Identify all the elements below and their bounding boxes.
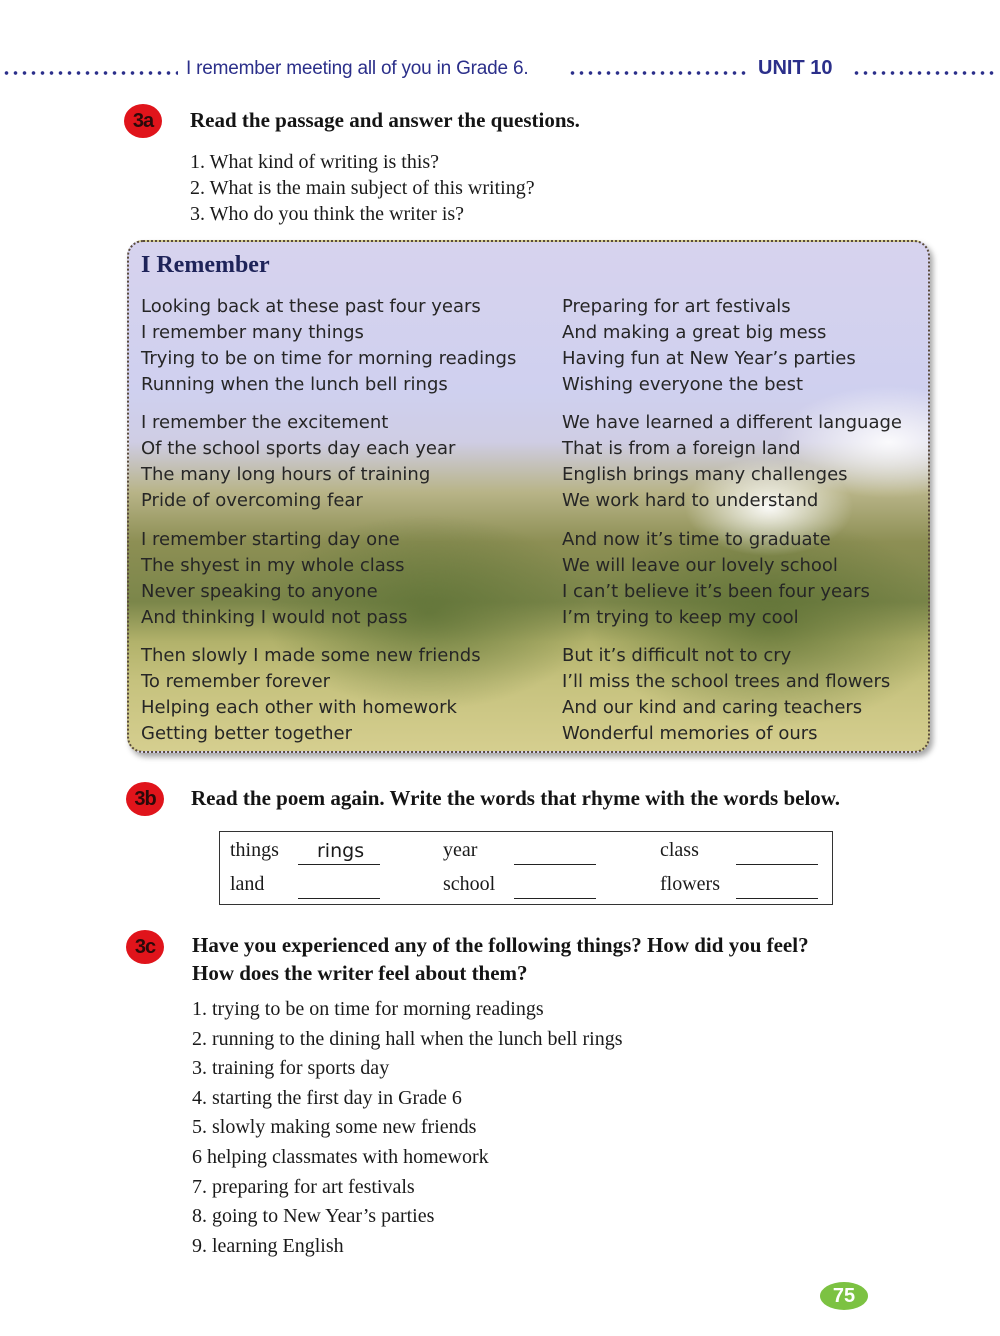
- badge-3c: 3c: [126, 930, 164, 964]
- poem-line: Having fun at New Year’s parties: [562, 348, 856, 369]
- experience-list: [192, 995, 623, 1261]
- answer-blank[interactable]: [736, 872, 818, 899]
- poem-panel: [127, 240, 930, 753]
- poem-line: We have learned a different language: [562, 412, 902, 433]
- poem-line: I can’t believe it’s been four years: [562, 581, 870, 602]
- badge-3a: 3a: [124, 104, 162, 138]
- poem-stanza-right-2: [562, 410, 902, 514]
- poem-line: Then slowly I made some new friends: [141, 645, 481, 666]
- poem-stanza-right-1: [562, 294, 856, 398]
- rhyme-word: year: [443, 839, 478, 861]
- header-title: I remember meeting all of you in Grade 6.: [186, 58, 529, 79]
- list-item: 8. going to New Year’s parties: [192, 1205, 435, 1228]
- answer-blank[interactable]: [514, 838, 596, 865]
- rhyme-word: things: [230, 839, 279, 861]
- unit-label: UNIT 10: [758, 57, 833, 79]
- question-item: 3. Who do you think the writer is?: [190, 203, 465, 225]
- page-number: 75: [820, 1282, 868, 1310]
- poem-line: Trying to be on time for morning readings: [141, 348, 517, 369]
- poem-line: Looking back at these past four years: [141, 296, 481, 317]
- poem-line: To remember forever: [141, 671, 331, 692]
- list-item: 1. trying to be on time for morning readings: [192, 998, 544, 1020]
- poem-line: Preparing for art festivals: [562, 296, 791, 317]
- poem-line: That is from a foreign land: [562, 438, 801, 459]
- answer-blank[interactable]: [736, 838, 818, 865]
- list-item: 2. running to the dining hall when the lunch bell rings: [192, 1027, 623, 1050]
- poem-line: I’ll miss the school trees and flowers: [562, 671, 891, 692]
- poem-line: And thinking I would not pass: [141, 607, 408, 628]
- list-item: 9. learning English: [192, 1234, 344, 1257]
- poem-line: But it’s difficult not to cry: [562, 645, 792, 666]
- instruction-3c-line1: Have you experienced any of the following things? How did you feel?: [192, 933, 809, 957]
- list-item: 5. slowly making some new friends: [192, 1116, 477, 1139]
- list-item: 4. starting the first day in Grade 6: [192, 1086, 462, 1109]
- list-item: 7. preparing for art festivals: [192, 1175, 415, 1198]
- poem-line: Running when the lunch bell rings: [141, 374, 448, 395]
- poem-line: Of the school sports day each year: [141, 438, 456, 459]
- poem-line: And our kind and caring teachers: [562, 697, 863, 718]
- poem-line: The shyest in my whole class: [141, 555, 405, 576]
- poem-stanza-left-4: [141, 643, 481, 747]
- poem-stanza-right-3: [562, 527, 870, 631]
- poem-line: Wonderful memories of ours: [562, 723, 818, 744]
- poem-line: English brings many challenges: [562, 464, 848, 485]
- poem-line: The many long hours of training: [141, 464, 431, 485]
- poem-line: Getting better together: [141, 723, 353, 744]
- rhyme-word: class: [660, 839, 699, 861]
- rhyme-word: school: [443, 873, 496, 895]
- poem-stanza-left-1: [141, 294, 516, 398]
- list-item: 6 helping classmates with homework: [192, 1145, 489, 1168]
- question-item: 2. What is the main subject of this writing?: [190, 177, 535, 199]
- poem-line: I’m trying to keep my cool: [562, 607, 799, 628]
- poem-line: And making a great big mess: [562, 322, 827, 343]
- rhyme-table: [219, 831, 833, 905]
- rhyme-word: land: [230, 873, 265, 895]
- badge-3b: 3b: [126, 782, 164, 816]
- poem-stanza-left-3: [141, 527, 407, 631]
- header-dots-left: [2, 70, 178, 76]
- instruction-3b: Read the poem again. Write the words that rhyme with the words below.: [191, 786, 841, 810]
- poem-line: Helping each other with homework: [141, 697, 457, 718]
- poem-line: We will leave our lovely school: [562, 555, 838, 576]
- poem-line: Wishing everyone the best: [562, 374, 804, 395]
- header-dots-middle: [568, 70, 750, 76]
- question-list-3a: [190, 149, 535, 227]
- poem-title: I Remember: [141, 252, 270, 278]
- poem-line: I remember the excitement: [141, 412, 389, 433]
- list-item: 3. training for sports day: [192, 1057, 390, 1080]
- header-dots-right: [852, 70, 998, 76]
- poem-line: I remember starting day one: [141, 529, 400, 550]
- poem-line: I remember many things: [141, 322, 364, 343]
- poem-line: Pride of overcoming fear: [141, 490, 363, 511]
- poem-stanza-left-2: [141, 410, 455, 514]
- answer-blank[interactable]: [298, 872, 380, 899]
- rhyme-word: flowers: [660, 873, 720, 895]
- poem-stanza-right-4: [562, 643, 890, 747]
- example-answer: rings: [317, 840, 365, 862]
- page-header: [0, 58, 1000, 86]
- instruction-3a: Read the passage and answer the questions.: [190, 108, 580, 132]
- instruction-3c-line2: How does the writer feel about them?: [192, 961, 528, 985]
- poem-line: Never speaking to anyone: [141, 581, 378, 602]
- poem-line: And now it’s time to graduate: [562, 529, 831, 550]
- poem-line: We work hard to understand: [562, 490, 819, 511]
- answer-blank[interactable]: [514, 872, 596, 899]
- question-item: 1. What kind of writing is this?: [190, 151, 440, 173]
